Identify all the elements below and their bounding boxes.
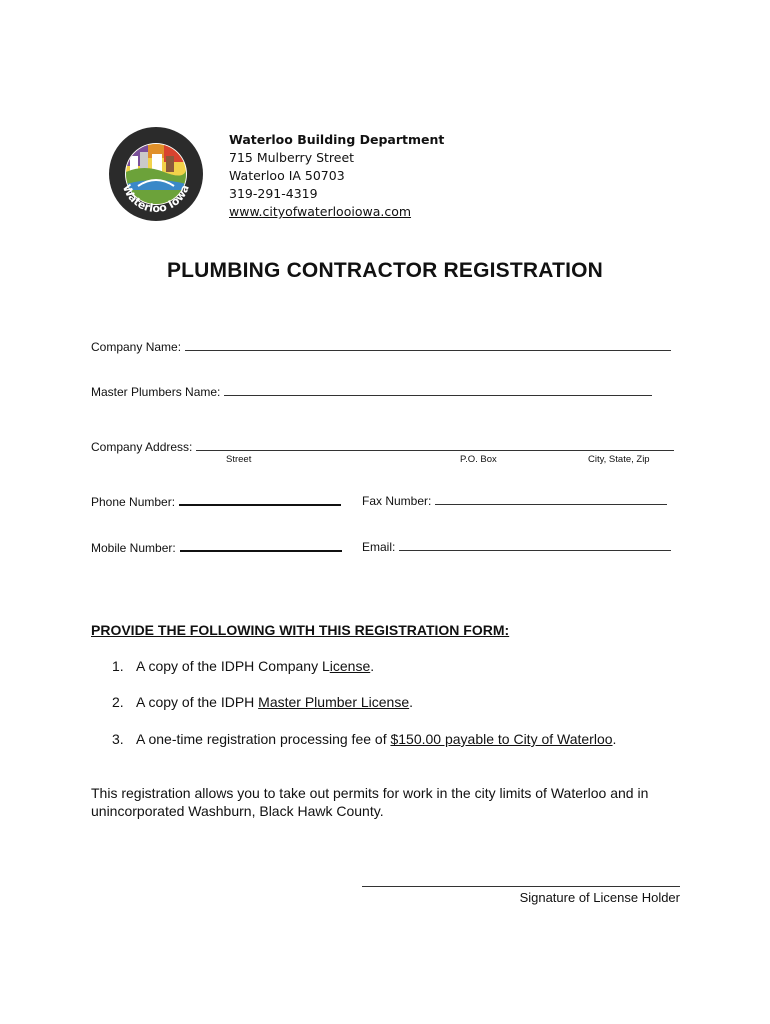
phone-number: 319-291-4319	[229, 186, 318, 201]
company-name-field[interactable]	[91, 338, 671, 354]
fax-number-field[interactable]	[362, 492, 667, 508]
mobile-input-line[interactable]	[180, 538, 342, 552]
master-plumber-input-line[interactable]	[224, 383, 652, 396]
email-label: Email:	[362, 540, 396, 554]
fax-input-line[interactable]	[435, 492, 667, 505]
phone-label: Phone Number:	[91, 495, 176, 509]
requirements-heading: PROVIDE THE FOLLOWING WITH THIS REGISTRATION FORM:	[91, 622, 510, 638]
requirement-item-2: 2. A copy of the IDPH Master Plumber License.	[112, 694, 414, 710]
requirement-item-3: 3. A one-time registration processing fee of $150.00 payable to City of Waterloo.	[112, 731, 617, 747]
city-state-zip-sublabel: City, State, Zip	[588, 454, 650, 465]
page-title: PLUMBING CONTRACTOR REGISTRATION	[166, 259, 604, 282]
mobile-label: Mobile Number:	[91, 541, 176, 555]
phone-input-line[interactable]	[179, 492, 341, 506]
requirement-item-1: 1. A copy of the IDPH Company License.	[112, 658, 375, 674]
phone-number-field[interactable]	[91, 492, 341, 509]
street-address: 715 Mulberry Street	[229, 150, 355, 165]
logo-text: Waterloo Iowa	[119, 182, 192, 216]
signature-line[interactable]	[362, 872, 680, 887]
email-input-line[interactable]	[399, 538, 671, 551]
signature-label: Signature of License Holder	[519, 890, 680, 905]
city-state-zip: Waterloo IA 50703	[229, 168, 345, 183]
department-name: Waterloo Building Department	[229, 132, 445, 147]
po-box-sublabel: P.O. Box	[460, 454, 497, 465]
street-sublabel: Street	[226, 454, 252, 465]
company-address-label: Company Address:	[91, 440, 193, 454]
email-field[interactable]	[362, 538, 671, 554]
company-name-input-line[interactable]	[185, 338, 671, 351]
registration-notice: This registration allows you to take out permits for work in the city limits of Waterloo and in unincorporated Washburn, Black Hawk County.	[91, 785, 649, 819]
company-address-field[interactable]	[91, 438, 674, 454]
company-address-input-line[interactable]	[196, 438, 674, 451]
website-link[interactable]: www.cityofwaterlooiowa.com	[229, 204, 412, 219]
waterloo-iowa-logo	[108, 126, 204, 222]
company-name-label: Company Name:	[91, 340, 182, 354]
department-address-block	[229, 131, 444, 221]
master-plumber-field[interactable]	[91, 383, 652, 399]
master-plumber-label: Master Plumbers Name:	[91, 385, 221, 399]
fax-label: Fax Number:	[362, 494, 432, 508]
mobile-number-field[interactable]	[91, 538, 342, 555]
